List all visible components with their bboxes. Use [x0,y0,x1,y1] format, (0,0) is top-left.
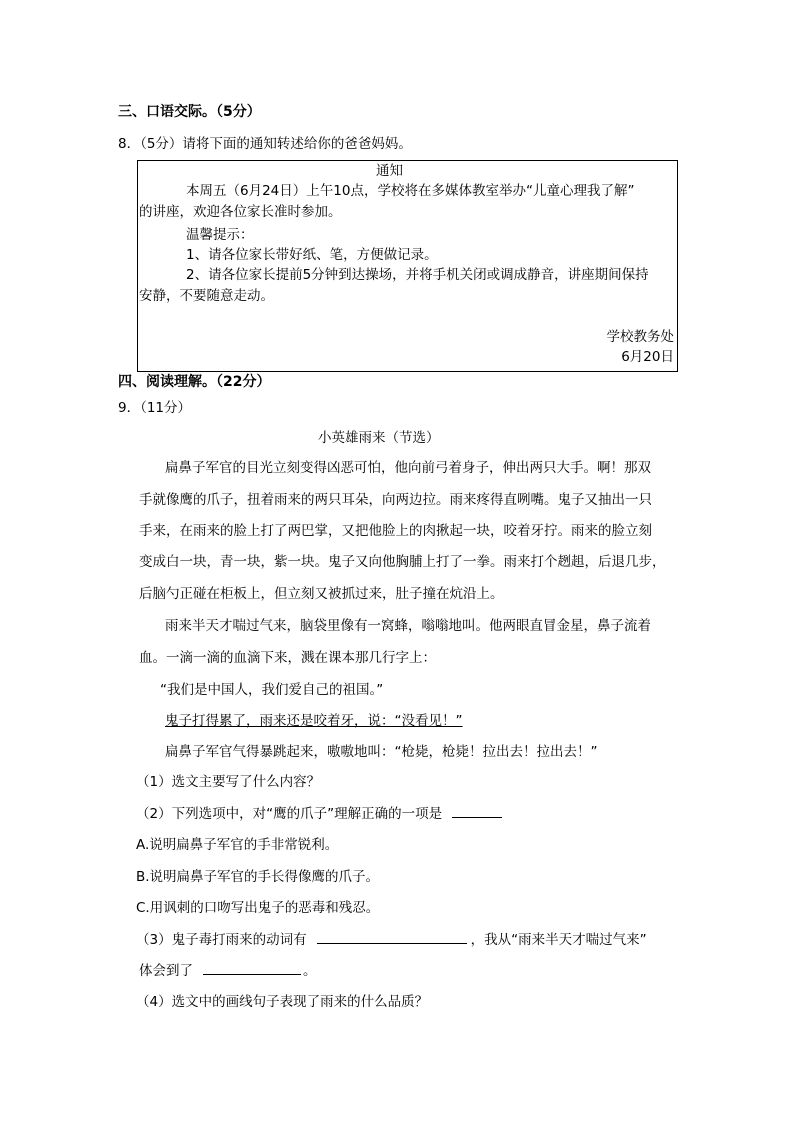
option-b: B.说明扁鼻子军官的手长得像鹰的爪子。 [136,869,380,885]
passage-line: 手就像鹰的爪子，扭着雨来的两只耳朵，向两边拉。雨来疼得直咧嘴。鬼子又抽出一只 [139,492,652,508]
passage-line: 扁鼻子军官气得暴跳起来，嗷嗷地叫：“枪毙，枪毙！拉出去！拉出去！” [165,744,598,760]
passage-line: 变成白一块，青一块，紫一块。鬼子又向他胸脯上打了一拳。雨来打个趔趄，后退几步， [139,554,666,570]
question-text: ，我从“雨来半天才喘过气来” [470,932,647,948]
notice-title: 通知 [376,163,403,179]
answer-blank[interactable] [452,805,502,818]
sub-question-3-cont [139,962,317,980]
question-9: 9．（11分） [118,400,192,416]
passage-line: 扁鼻子军官的目光立刻变得凶恶可怕，他向前弓着身子，伸出两只大手。啊！那双 [165,460,651,476]
passage-line: 雨来半天才喘过气来，脑袋里像有一窝蜂，嗡嗡地叫。他两眼直冒金星，鼻子流着 [165,618,651,634]
notice-tip: 2、请各位家长提前5分钟到达操场，并将手机关闭或调成静音，讲座期间保持 [186,267,649,283]
question-text: （3）鬼子毒打雨来的动词有 [136,932,307,948]
passage-line: 后脑勺正碰在柜板上，但立刻又被抓过来，肚子撞在炕沿上。 [139,586,504,602]
notice-date: 6月20日 [621,349,674,365]
notice-tips-label: 温馨提示： [186,227,254,243]
question-text: （2）下列选项中，对“鹰的爪子”理解正确的一项是 [136,806,443,822]
notice-tip: 1、请各位家长带好纸、笔，方便做记录。 [186,247,438,263]
sub-question-1: （1）选文主要写了什么内容？ [136,774,321,790]
passage-line: 血。一滴一滴的血滴下来，溅在课本那几行字上： [139,650,436,666]
underlined-sentence: 鬼子打得累了，雨来还是咬着牙，说：“没看见！” [165,713,463,729]
notice-line: 的讲座，欢迎各位家长准时参加。 [139,204,342,220]
notice-tip: 安静，不要随意走动。 [139,288,274,304]
notice-line: 本周五（6月24日）上午10点，学校将在多媒体教室举办“儿童心理我了解” [186,183,635,199]
option-a: A.说明扁鼻子军官的手非常锐利。 [136,837,339,853]
passage-line: 手来，在雨来的脸上打了两巴掌，又把他脸上的肉揪起一块，咬着牙拧。雨来的脸立刻 [139,523,652,539]
answer-blank[interactable] [317,931,467,944]
question-text: 。 [303,963,317,979]
sub-question-2 [136,805,506,823]
option-c: C.用讽刺的口吻写出鬼子的恶毒和残忍。 [136,900,380,916]
question-text: 体会到了 [139,963,193,979]
answer-blank[interactable] [203,962,301,975]
section-heading-reading: 四、阅读理解。（22分） [118,374,271,390]
section-heading-oral: 三、口语交际。（5分） [118,104,261,120]
sub-question-4: （4）选文中的画线句子表现了雨来的什么品质？ [136,994,429,1010]
passage-title: 小英雄雨来（节选） [318,430,440,446]
notice-signer: 学校教务处 [606,329,674,345]
sub-question-3 [136,931,647,949]
passage-quote: “我们是中国人，我们爱自己的祖国。” [160,682,384,698]
question-8: 8．（5分）请将下面的通知转述给你的爸爸妈妈。 [118,136,412,152]
